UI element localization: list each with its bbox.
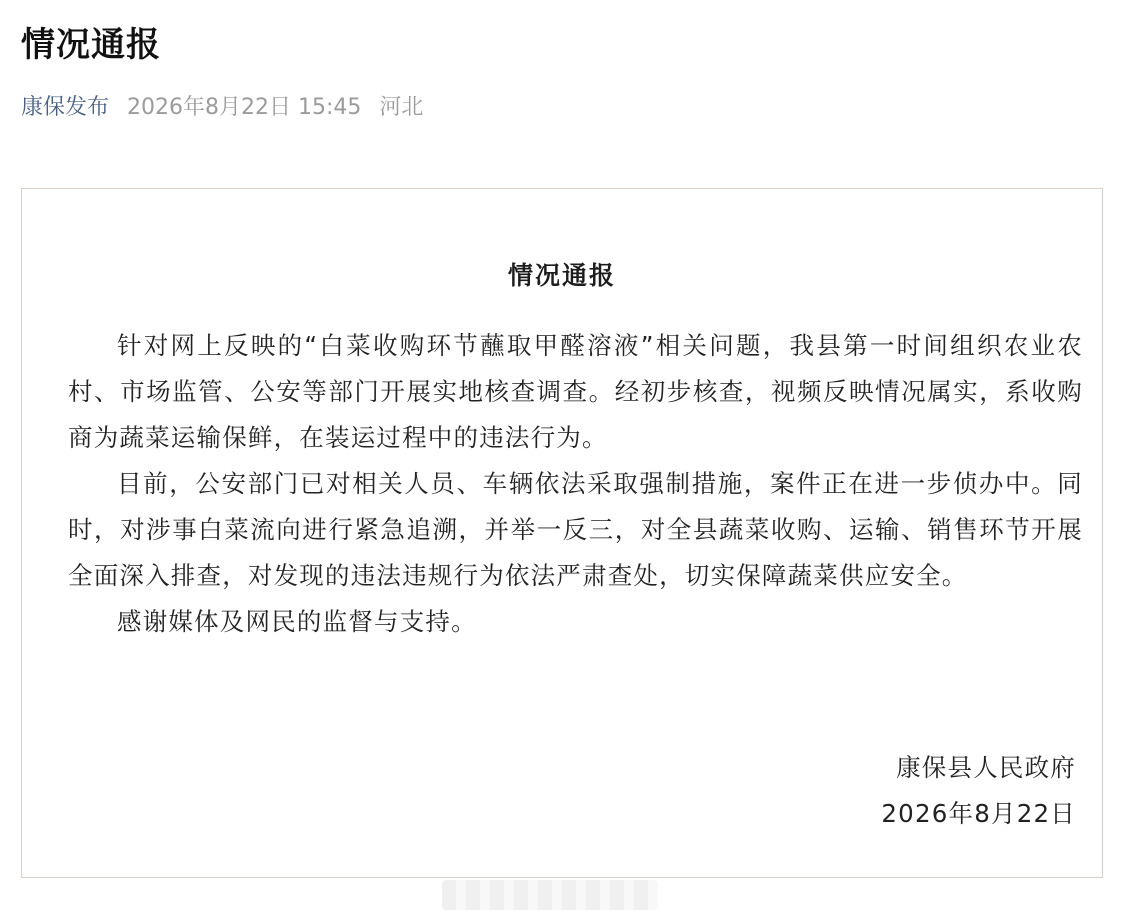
author-link[interactable]: 康保发布 (21, 95, 110, 120)
page-title: 情况通报 (21, 25, 161, 65)
notice-body (68, 323, 1083, 645)
issue-date: 2026年8月22日 (881, 799, 1076, 828)
notice-paragraph: 感谢媒体及网民的监督与支持。 (117, 607, 477, 636)
notice-paragraph: 针对网上反映的“白菜收购环节蘸取甲醛溶液”相关问题，我县第一时间组织农业农村、市场监管、公安等部门开展实地核查调查。经初步核查，视频反映情况属实，系收购商为蔬菜运输保鲜，在装运过程中的违法行为。 (68, 331, 1083, 452)
notice-paragraph: 目前，公安部门已对相关人员、车辆依法采取强制措施，案件正在进一步侦办中。同时，对涉事白菜流向进行紧急追溯，并举一反三，对全县蔬菜收购、运输、销售环节开展全面深入排查，对发现的违法违规行为依法严肃查处，切实保障蔬菜供应安全。 (68, 469, 1083, 590)
publish-location: 河北 (379, 95, 424, 120)
article-meta (21, 91, 423, 125)
notice-heading: 情况通报 (507, 261, 616, 290)
blurred-watermark (442, 880, 658, 910)
issuer-name: 康保县人民政府 (896, 753, 1076, 782)
publish-time: 2026年8月22日 15:45 (127, 95, 362, 120)
notice-image[interactable] (21, 188, 1103, 878)
notice-signature (881, 745, 1076, 837)
